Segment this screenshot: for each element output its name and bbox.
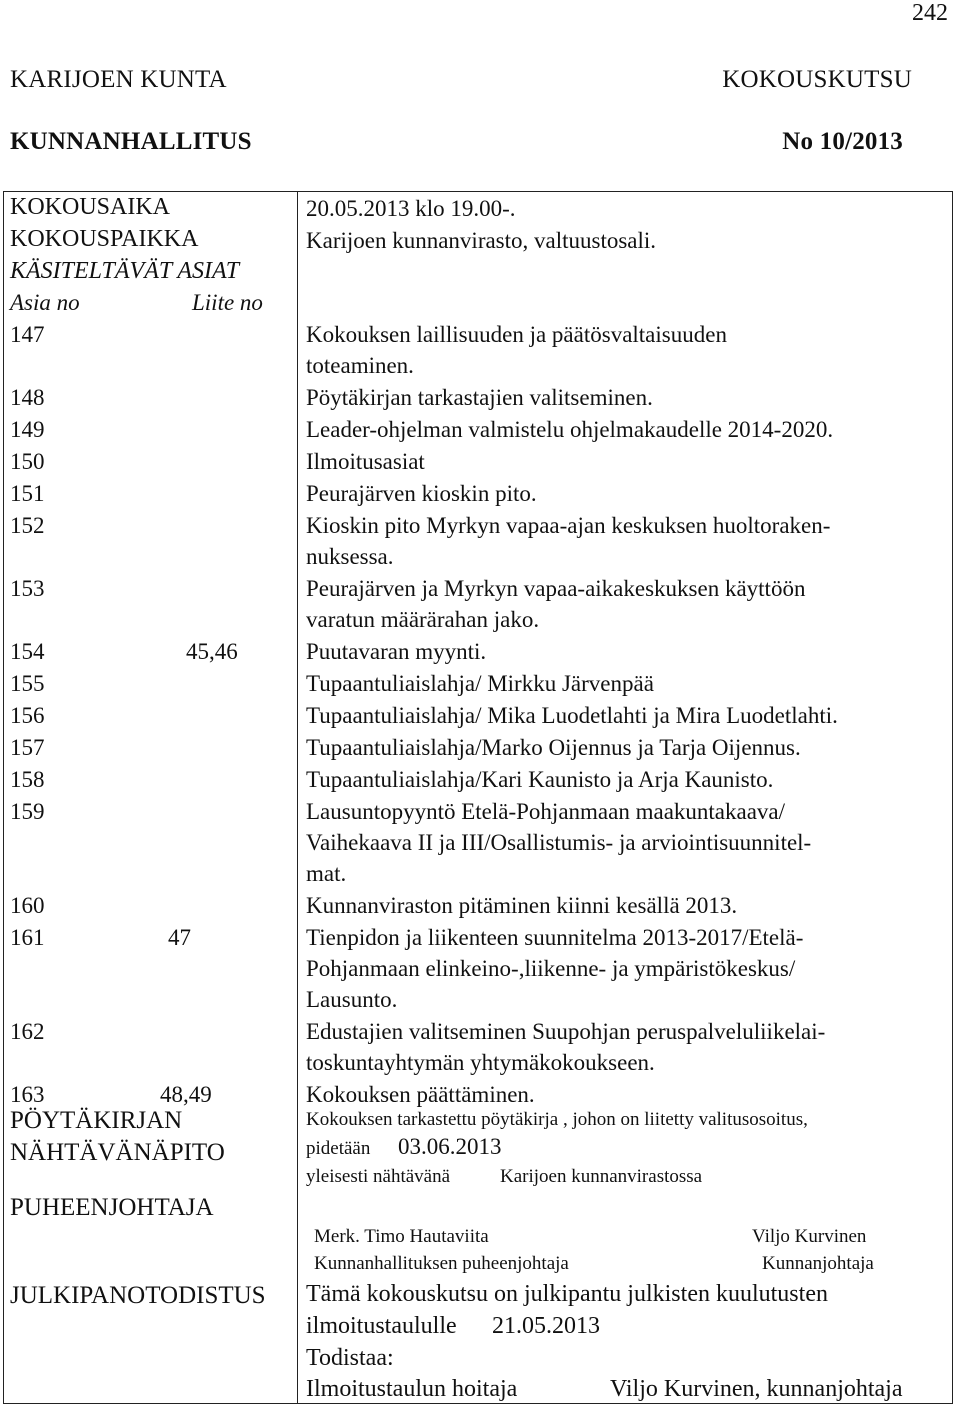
meeting-time-value: 20.05.2013 klo 19.00-.: [306, 196, 516, 221]
agenda-item-number: 155: [10, 671, 45, 696]
agenda-item-title-line: Peurajärven ja Myrkyn vapaa-aikakeskuksen käyttöön: [306, 576, 806, 601]
agenda-item-number: 157: [10, 735, 45, 760]
agenda-item-title-line: Ilmoitusasiat: [306, 449, 425, 474]
manager-signature-name: Viljo Kurvinen: [752, 1226, 867, 1247]
agenda-item-number: 161: [10, 925, 45, 950]
notice-line2-prefix: ilmoitustaululle: [306, 1313, 457, 1339]
minutes-text-line3-prefix: yleisesti nähtävänä: [306, 1166, 451, 1187]
agenda-item-title-line: Edustajien valitseminen Suupohjan peruspalveluliikelai-: [306, 1019, 826, 1044]
minutes-display-place: Karijoen kunnanvirastossa: [500, 1166, 703, 1187]
meeting-place-label: KOKOUSPAIKKA: [10, 226, 199, 252]
agenda-item-title-line: nuksessa.: [306, 544, 394, 569]
attachment-number-header: Liite no: [192, 290, 263, 315]
page-number: 242: [912, 0, 948, 26]
agenda-item-title-line: varatun määrärahan jako.: [306, 607, 540, 632]
column-divider: [297, 191, 298, 1404]
agenda-table-frame: [3, 191, 953, 1404]
chair-signature-title: Kunnanhallituksen puheenjohtaja: [314, 1253, 569, 1274]
notice-label: JULKIPANOTODISTUS: [10, 1282, 266, 1309]
manager-signature-title: Kunnanjohtaja: [762, 1253, 874, 1274]
notice-line1: Tämä kokouskutsu on julkipantu julkisten kuulutusten: [306, 1281, 828, 1307]
document-type: KOKOUSKUTSU: [722, 66, 912, 93]
minutes-label-line2: NÄHTÄVÄNÄPITO: [10, 1139, 225, 1166]
agenda-item-title-line: Vaihekaava II ja III/Osallistumis- ja arviointisuunnitel-: [306, 830, 812, 855]
agenda-item-title-line: Lausunto.: [306, 987, 398, 1012]
agenda-item-number: 163: [10, 1082, 45, 1107]
agenda-item-title-line: Puutavaran myynti.: [306, 639, 487, 664]
agenda-items-label: KÄSITELTÄVÄT ASIAT: [10, 258, 240, 284]
agenda-item-attachment: 48,49: [160, 1082, 212, 1107]
minutes-text-line1: Kokouksen tarkastettu pöytäkirja , johon on liitetty valitusosoitus,: [306, 1109, 808, 1130]
notice-date: 21.05.2013: [492, 1313, 600, 1339]
agenda-item-attachment: 47: [168, 925, 191, 950]
agenda-item-number: 156: [10, 703, 45, 728]
meeting-number: No 10/2013: [782, 128, 903, 155]
agenda-item-title-line: Lausuntopyyntö Etelä-Pohjanmaan maakuntakaava/: [306, 799, 786, 824]
agenda-item-number: 160: [10, 893, 45, 918]
agenda-item-number: 158: [10, 767, 45, 792]
municipality-name: KARIJOEN KUNTA: [10, 66, 227, 93]
meeting-time-label: KOKOUSAIKA: [10, 194, 170, 220]
agenda-item-number: 162: [10, 1019, 45, 1044]
agenda-item-number: 151: [10, 481, 45, 506]
agenda-item-title-line: Tupaantuliaislahja/ Mika Luodetlahti ja Mira Luodetlahti.: [306, 703, 838, 728]
agenda-item-title-line: Pöytäkirjan tarkastajien valitseminen.: [306, 385, 653, 410]
agenda-item-title-line: toskuntayhtymän yhtymäkokoukseen.: [306, 1050, 655, 1075]
agenda-item-attachment: 45,46: [186, 639, 238, 664]
agenda-item-number: 148: [10, 385, 45, 410]
agenda-item-number: 154: [10, 639, 45, 664]
agenda-item-title-line: Kioskin pito Myrkyn vapaa-ajan keskuksen huoltoraken-: [306, 513, 831, 538]
agenda-item-number: 153: [10, 576, 45, 601]
minutes-display-date: 03.06.2013: [398, 1134, 502, 1159]
board-name: KUNNANHALLITUS: [10, 128, 252, 155]
notice-line3: Todistaa:: [306, 1345, 394, 1371]
agenda-item-title-line: Kokouksen päättäminen.: [306, 1082, 535, 1107]
item-number-header: Asia no: [10, 290, 80, 315]
agenda-item-number: 152: [10, 513, 45, 538]
agenda-item-title-line: Pohjanmaan elinkeino-,liikenne- ja ympäristökeskus/: [306, 956, 796, 981]
agenda-item-title-line: toteaminen.: [306, 353, 414, 378]
agenda-item-title-line: Kokouksen laillisuuden ja päätösvaltaisuuden: [306, 322, 727, 347]
agenda-item-number: 149: [10, 417, 45, 442]
agenda-item-title-line: Leader-ohjelman valmistelu ohjelmakaudelle 2014-2020.: [306, 417, 834, 442]
notice-keeper: Ilmoitustaulun hoitaja: [306, 1376, 518, 1402]
agenda-item-number: 150: [10, 449, 45, 474]
agenda-item-title-line: Kunnanviraston pitäminen kiinni kesällä 2013.: [306, 893, 738, 918]
chair-label: PUHEENJOHTAJA: [10, 1194, 214, 1221]
agenda-item-title-line: Tienpidon ja liikenteen suunnitelma 2013-2017/Etelä-: [306, 925, 804, 950]
agenda-item-title-line: mat.: [306, 861, 347, 886]
agenda-item-number: 159: [10, 799, 45, 824]
meeting-place-value: Karijoen kunnanvirasto, valtuustosali.: [306, 228, 657, 253]
agenda-item-number: 147: [10, 322, 45, 347]
agenda-item-title-line: Tupaantuliaislahja/ Mirkku Järvenpää: [306, 671, 654, 696]
notice-signer: Viljo Kurvinen, kunnanjohtaja: [610, 1376, 903, 1402]
minutes-label-line1: PÖYTÄKIRJAN: [10, 1107, 183, 1134]
minutes-text-line2-prefix: pidetään: [306, 1138, 371, 1159]
agenda-item-title-line: Tupaantuliaislahja/Kari Kaunisto ja Arja Kaunisto.: [306, 767, 774, 792]
agenda-item-title-line: Tupaantuliaislahja/Marko Oijennus ja Tarja Oijennus.: [306, 735, 801, 760]
chair-signature-name: Merk. Timo Hautaviita: [314, 1226, 489, 1247]
agenda-item-title-line: Peurajärven kioskin pito.: [306, 481, 537, 506]
